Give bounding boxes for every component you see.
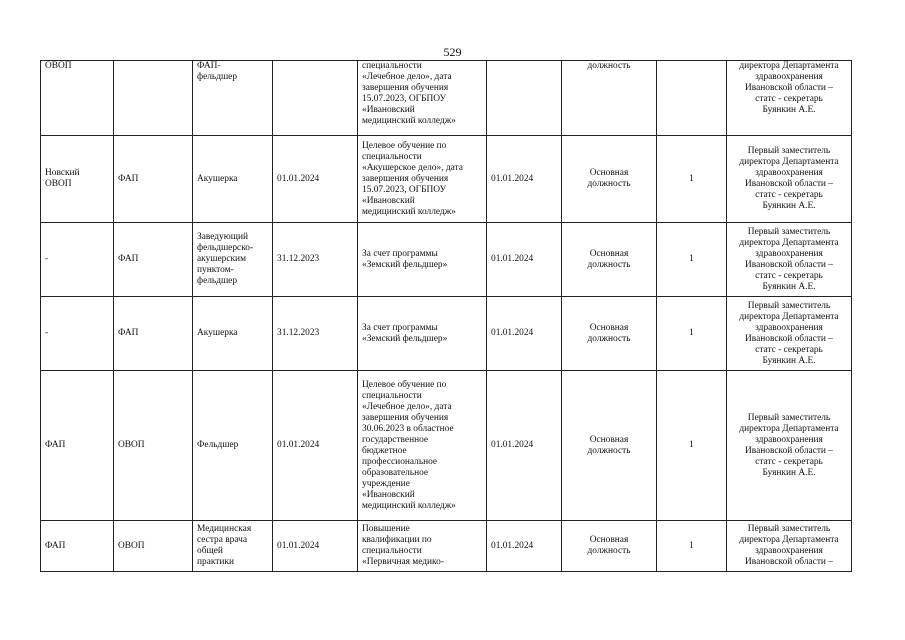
table-body: [41, 61, 852, 572]
table-cell-col-2: ФАП: [114, 136, 193, 223]
table-cell-col-2: ФАП: [114, 223, 193, 297]
table-row: [41, 61, 852, 136]
page-number: 529: [443, 45, 462, 59]
table-cell-col-6: 01.01.2024: [487, 297, 562, 371]
staffing-table: [40, 60, 852, 572]
table-cell-col-1: -: [41, 223, 114, 297]
table-cell-col-8: 1: [657, 521, 727, 572]
table-cell-col-1: ФАП: [41, 521, 114, 572]
table-cell-col-2: ОВОП: [114, 521, 193, 572]
table-cell-col-9: Первый заместитель директора Департамента здравоохранения Ивановской области –: [727, 521, 852, 572]
table-cell-col-4: 01.01.2024: [273, 371, 358, 521]
table-cell-col-5: За счет программы «Земский фельдшер»: [358, 223, 487, 297]
table-cell-col-3: Медицинская сестра врача общей практики: [193, 521, 273, 572]
table-cell-col-1: -: [41, 297, 114, 371]
table-cell-col-5: Целевое обучение по специальности «Лечебное дело», дата завершения обучения 30.06.2023 в областное государственное бюджетное профессиональное образовательное учреждение «Ивановский медицинский колледж»: [358, 371, 487, 521]
table-cell-col-8: 1: [657, 223, 727, 297]
table-cell-col-8: [657, 61, 727, 136]
table-row: [41, 371, 852, 521]
table-cell-col-6: [487, 61, 562, 136]
table-cell-col-7: Основная должность: [562, 223, 657, 297]
table-cell-col-2: ФАП: [114, 297, 193, 371]
table-cell-col-7: должность: [562, 61, 657, 136]
table-row: [41, 521, 852, 572]
table-cell-col-1: Новский ОВОП: [41, 136, 114, 223]
table-cell-col-9: Первый заместитель директора Департамента здравоохранения Ивановской области – статс - секретарь Буянкин А.Е.: [727, 136, 852, 223]
table-cell-col-6: 01.01.2024: [487, 223, 562, 297]
table-cell-col-5: Целевое обучение по специальности «Акушерское дело», дата завершения обучения 15.07.2023, ОГБПОУ «Ивановский медицинский колледж»: [358, 136, 487, 223]
table-cell-col-5: За счет программы «Земский фельдшер»: [358, 297, 487, 371]
table-cell-col-2: [114, 61, 193, 136]
table-cell-col-1: ФАП: [41, 371, 114, 521]
table-cell-col-6: 01.01.2024: [487, 371, 562, 521]
table-cell-col-5: Повышение квалификации по специальности «Первичная медико-: [358, 521, 487, 572]
table-cell-col-7: Основная должность: [562, 371, 657, 521]
table-cell-col-6: 01.01.2024: [487, 521, 562, 572]
table-cell-col-7: Основная должность: [562, 297, 657, 371]
table-cell-col-5: специальности «Лечебное дело», дата завершения обучения 15.07.2023, ОГБПОУ «Ивановский медицинский колледж»: [358, 61, 487, 136]
table-cell-col-4: [273, 61, 358, 136]
table-cell-col-3: Акушерка: [193, 136, 273, 223]
table-cell-col-4: 31.12.2023: [273, 297, 358, 371]
table-row: [41, 223, 852, 297]
table-cell-col-4: 01.01.2024: [273, 521, 358, 572]
table-cell-col-9: Первый заместитель директора Департамента здравоохранения Ивановской области – статс - секретарь Буянкин А.Е.: [727, 371, 852, 521]
table-cell-col-9: Первый заместитель директора Департамента здравоохранения Ивановской области – статс - секретарь Буянкин А.Е.: [727, 223, 852, 297]
table-cell-col-2: ОВОП: [114, 371, 193, 521]
table-cell-col-3: Акушерка: [193, 297, 273, 371]
table-cell-col-3: Фельдшер: [193, 371, 273, 521]
table-cell-col-9: директора Департамента здравоохранения Ивановской области – статс - секретарь Буянкин А.Е.: [727, 61, 852, 136]
table-cell-col-7: Основная должность: [562, 521, 657, 572]
table-cell-col-8: 1: [657, 371, 727, 521]
table-row: [41, 297, 852, 371]
table-cell-col-9: Первый заместитель директора Департамента здравоохранения Ивановской области – статс - секретарь Буянкин А.Е.: [727, 297, 852, 371]
table-cell-col-8: 1: [657, 136, 727, 223]
table-cell-col-7: Основная должность: [562, 136, 657, 223]
table-cell-col-3: Заведующий фельдшерско- акушерским пунктом- фельдшер: [193, 223, 273, 297]
table-cell-col-6: 01.01.2024: [487, 136, 562, 223]
table-cell-col-1: ОВОП: [41, 61, 114, 136]
table-cell-col-4: 31.12.2023: [273, 223, 358, 297]
table-cell-col-8: 1: [657, 297, 727, 371]
table-row: [41, 136, 852, 223]
table-cell-col-3: ФАП- фельдшер: [193, 61, 273, 136]
table-cell-col-4: 01.01.2024: [273, 136, 358, 223]
